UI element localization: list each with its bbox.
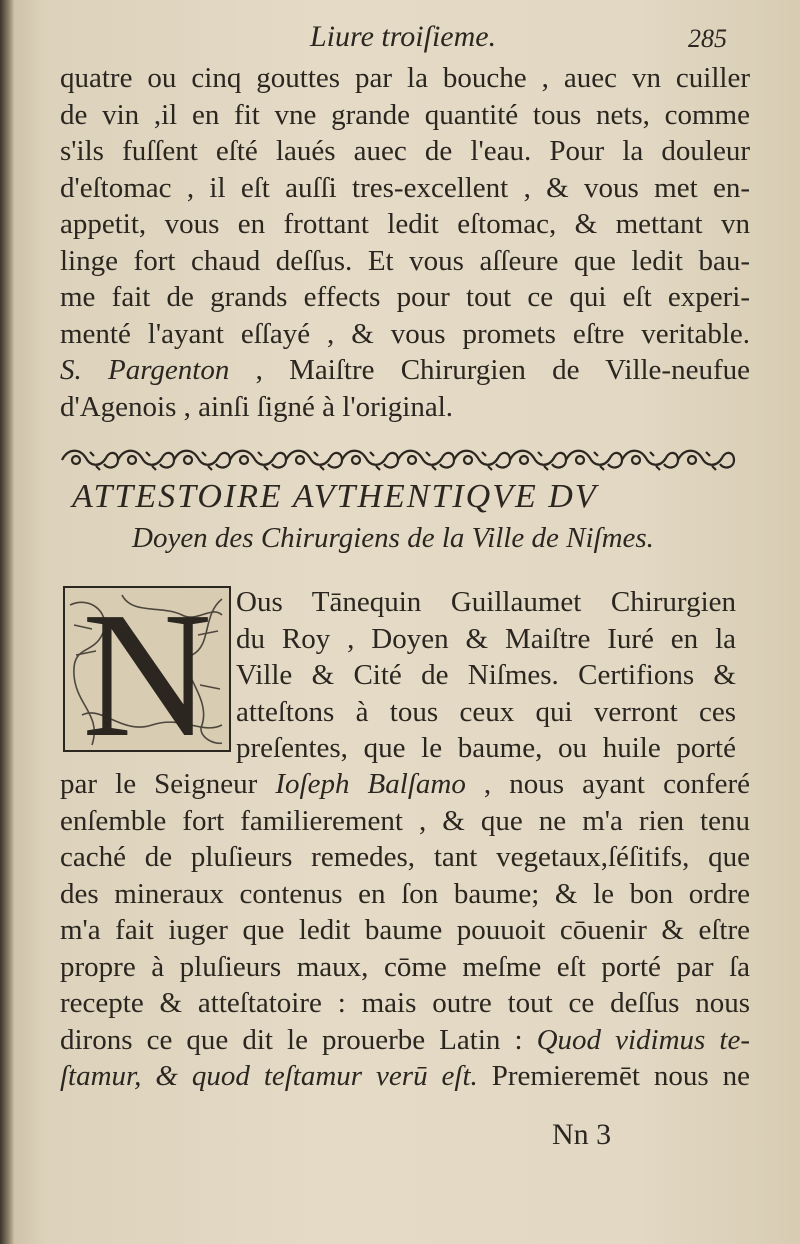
text-line: s'ils fuſſent eſté laués auec de l'eau. Pour la douleur bbox=[60, 135, 750, 167]
section-subtitle: Doyen des Chirurgiens de la Ville de Niſmes. bbox=[132, 522, 654, 554]
line-text: Premieremēt nous ne bbox=[477, 1060, 750, 1092]
signature-line bbox=[60, 352, 750, 389]
text-line: des mineraux contenus en ſon baume; & le bon ordre bbox=[60, 877, 750, 910]
text-line: d'eſtomac , il eſt auſſi tres-excellent , & vous met en- bbox=[60, 171, 750, 204]
section-title: ATTESTOIRE AVTHENTIQVE DV bbox=[72, 478, 598, 515]
text-line: d'Agenois , ainſi ſigné à l'original. bbox=[60, 390, 454, 423]
paragraph-2-wrap bbox=[236, 584, 736, 767]
text-line: de vin ,il en fit vne grande quantité tous nets, comme bbox=[60, 98, 750, 131]
line-text: par le Seigneur bbox=[60, 768, 276, 800]
signatory-name: S. Pargenton bbox=[60, 354, 230, 386]
text-line: menté l'ayant eſſayé , & vous promets eſtre veritable. bbox=[60, 317, 750, 350]
text-line: atteſtons à tous ceux qui verront ces bbox=[236, 695, 736, 728]
page-header bbox=[0, 18, 800, 64]
text-line bbox=[60, 766, 750, 803]
text-line: recepte & atteſtatoire : mais outre tout ce deſſus nous bbox=[60, 987, 750, 1019]
initial-letter: N bbox=[82, 585, 212, 753]
latin-quote: ſtamur, & quod teſtamur verū eſt. bbox=[60, 1060, 478, 1092]
text-line: caché de pluſieurs remedes, tant vegetaux,ſéſitifs, que bbox=[60, 841, 750, 873]
text-line: du Roy , Doyen & Maiſtre Iuré en la bbox=[236, 622, 736, 655]
text-line: m'a fait iuger que ledit baume pouuoit cōuenir & eſtre bbox=[60, 914, 750, 946]
signatory-title: , Maiſtre Chirurgien de Ville-neufue bbox=[229, 354, 750, 386]
paragraph-1 bbox=[60, 60, 750, 425]
person-name: Ioſeph Balſamo bbox=[275, 768, 466, 800]
text-line: me fait de grands effects pour tout ce qui eſt experi- bbox=[60, 281, 750, 313]
latin-quote: Quod vidimus te- bbox=[536, 1023, 750, 1056]
running-title: Liure troiſieme. bbox=[310, 20, 497, 53]
line-text: , nous ayant conferé bbox=[465, 768, 750, 800]
text-line: enſemble fort familierement , & que ne m'a rien tenu bbox=[60, 804, 750, 837]
text-line: quatre ou cinq gouttes par la bouche , auec vn cuiller bbox=[60, 62, 750, 94]
book-gutter bbox=[0, 0, 14, 1244]
decorated-initial-n bbox=[62, 585, 232, 753]
text-line: preſentes, que le baume, ou huile porté bbox=[236, 732, 736, 764]
text-line: Ous Tānequin Guillaumet Chirurgien bbox=[236, 586, 736, 618]
text-line: appetit, vous en frottant ledit eſtomac, & mettant vn bbox=[60, 208, 750, 240]
paragraph-2-body bbox=[60, 766, 750, 1095]
text-line: propre à pluſieurs maux, cōme meſme eſt porté par ſa bbox=[60, 950, 750, 983]
text-line bbox=[60, 1058, 750, 1095]
signature-mark: Nn 3 bbox=[552, 1118, 612, 1151]
text-line: Ville & Cité de Niſmes. Certifions & bbox=[236, 659, 736, 691]
line-text: dirons ce que dit le prouerbe Latin : bbox=[60, 1023, 537, 1056]
ornament-band bbox=[60, 446, 740, 474]
text-line: linge fort chaud deſſus. Et vous aſſeure que ledit bau- bbox=[60, 244, 750, 277]
page-number: 285 bbox=[688, 24, 727, 53]
text-line bbox=[60, 1022, 750, 1059]
